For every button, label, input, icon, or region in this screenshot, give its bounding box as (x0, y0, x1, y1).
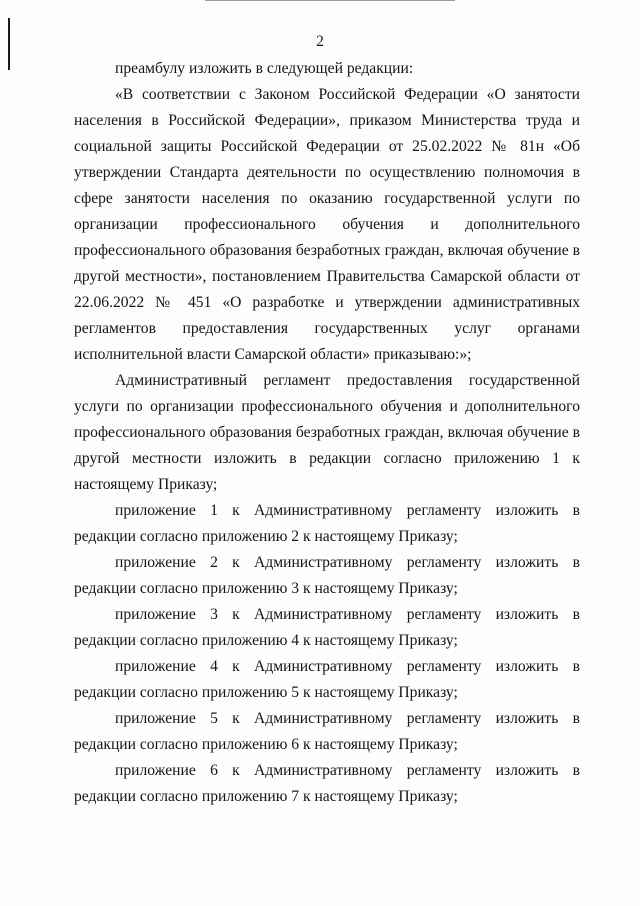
paragraph-preamble-intro: преамбулу изложить в следующей редакции: (115, 60, 414, 77)
paragraph-preamble-text: «В соответствии с Законом Российской Федерации «О занятости населения в Российской Федерации», приказом Министерства труда и социальной защиты Российской Федерации от 25.02.2022 № 81н «Об утверждении Стандарта деятельности по осуществлению полномочия в сфере занятости населения по оказанию государственной услуги по организации профессионального обучения и дополнительного профессионального образования безработных граждан, включая обучение в другой местности», постановлением Правительства Самарской области от 22.06.2022 № 451 «О разработке и утверждении административных регламентов предоставления государственных услуг органами исполнительной власти Самарской области» приказываю:»; (74, 86, 580, 363)
page-number: 2 (316, 33, 324, 50)
paragraph-appendix-6: приложение 6 к Административному регламенту изложить в редакции согласно приложению 7 к настоящему Приказу; (74, 762, 580, 805)
paragraph-appendix-4: приложение 4 к Административному регламенту изложить в редакции согласно приложению 5 к настоящему Приказу; (74, 658, 580, 701)
paragraph-appendix-5: приложение 5 к Административному регламенту изложить в редакции согласно приложению 6 к настоящему Приказу; (74, 710, 580, 753)
document-body (74, 56, 580, 810)
paragraph-appendix-3: приложение 3 к Административному регламенту изложить в редакции согласно приложению 4 к настоящему Приказу; (74, 606, 580, 649)
paragraph-appendix-2: приложение 2 к Административному регламенту изложить в редакции согласно приложению 3 к настоящему Приказу; (74, 554, 580, 597)
paragraph-regulation: Административный регламент предоставления государственной услуги по организации профессионального обучения и дополнительного профессионального образования безработных граждан, включая обучение в другой местности изложить в редакции согласно приложению 1 к настоящему Приказу; (74, 372, 580, 493)
paragraph-appendix-1: приложение 1 к Административному регламенту изложить в редакции согласно приложению 2 к настоящему Приказу; (74, 502, 580, 545)
scan-edge-line (205, 0, 455, 1)
